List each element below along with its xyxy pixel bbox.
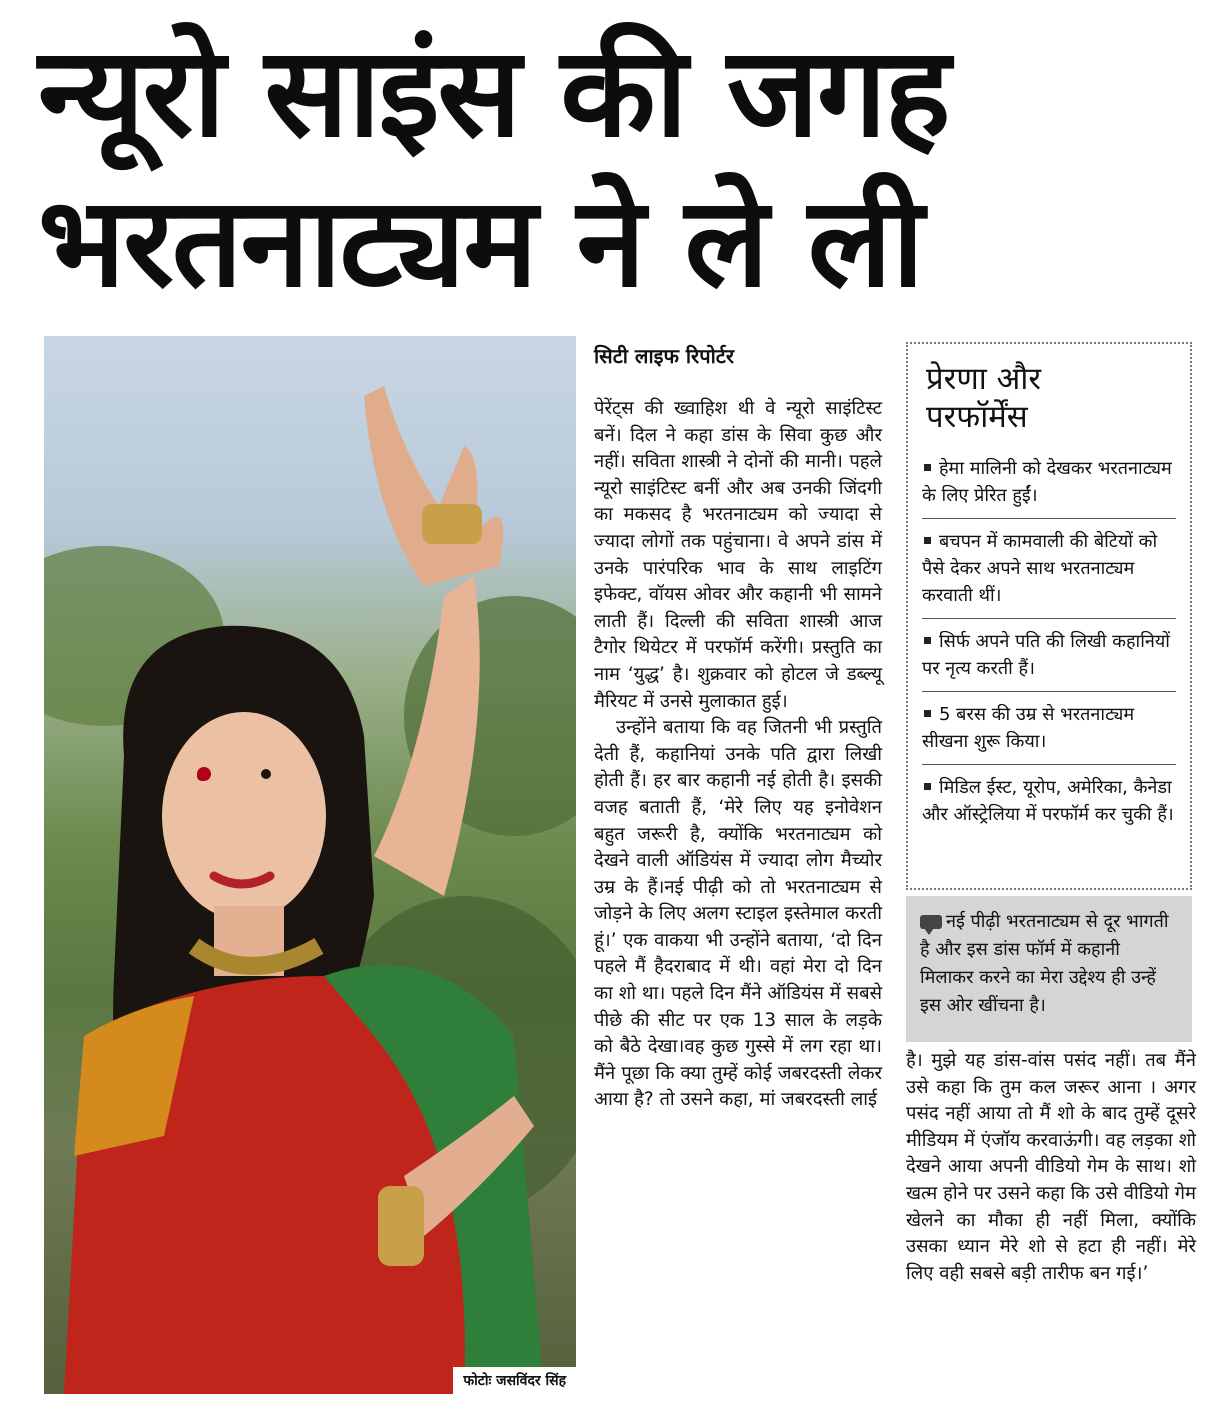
square-bullet-icon (924, 783, 931, 790)
headline (38, 18, 1208, 318)
sidebar-box (906, 342, 1192, 890)
dancer-photo (44, 336, 576, 1394)
square-bullet-icon (924, 637, 931, 644)
fact-text: 5 बरस की उम्र से भरतनाट्यम सीखना शुरू किया। (922, 704, 1135, 752)
list-item (922, 692, 1176, 765)
list-item (922, 619, 1176, 692)
dancer-illustration (44, 336, 576, 1394)
photo-credit: फोटोः जसविंदर सिंह (453, 1367, 576, 1394)
fact-list (922, 446, 1176, 837)
sidebar-title (926, 360, 1176, 436)
square-bullet-icon (924, 464, 931, 471)
pull-quote (906, 896, 1192, 1042)
pull-quote-text: नई पीढ़ी भरतनाट्यम से दूर भागती है और इस डांस फॉर्म में कहानी मिलाकर करने का मेरा उद्देश्य ही उन्हें इस ओर खींचना है। (920, 911, 1169, 1016)
list-item (922, 765, 1176, 837)
fact-text: मिडिल ईस्ट, यूरोप, अमेरिका, कैनेडा और ऑस्ट्रेलिया में परफॉर्म कर चुकी हैं। (922, 777, 1174, 825)
article-paragraph-2: उन्होंने बताया कि वह जितनी भी प्रस्तुति देती हैं, कहानियां उनके पति द्वारा लिखी होती हैं। हर बार कहानी नई होती है। इसकी वजह बताती हैं, ‘मेरे लिए यह इनोवेशन बहुत जरूरी है, क्योंकि भरतनाट्यम को देखने वाली ऑडियंस में ज्यादा लोग मैच्योर उम्र के हैं।नई पीढ़ी को तो भरतनाट्यम से जोड़ने के लिए अलग स्टाइल इस्तेमाल करती हूं।’ एक वाकया भी उन्होंने बताया, ‘दो दिन पहले मैं हैदराबाद में थी। वहां मेरा दो दिन का शो था। पहले दिन मैंने ऑडियंस में सबसे पीछे की सीट पर एक 13 साल के लड़के को बैठे देखा।वह कुछ गुस्से में लग रहा था। मैंने पूछा कि क्या तुम्हें कोई जबरदस्ती लेकर आया है? तो उसने कहा, मां जबरदस्ती लाई (594, 717, 882, 1111)
square-bullet-icon (924, 537, 931, 544)
sidebar-title-line-2: परफॉर्मेंस (926, 399, 1028, 435)
sidebar-title-line-1: प्रेरणा और (926, 361, 1042, 397)
article-paragraph-3: है। मुझे यह डांस-वांस पसंद नहीं। तब मैंने उसे कहा कि तुम कल जरूर आना । अगर पसंद नहीं आया तो मैं शो के बाद तुम्हें दूसरे मीडियम में एंजॉय करवाऊंगी। वह लड़का शो देखने आया अपनी वीडियो गेम के साथ। शो खत्म होने पर उसने कहा कि उसे वीडियो गेम खेलने का मौका ही नहीं मिला, क्योंकि उसका ध्यान मेरे शो से हटा ही नहीं। मेरे लिए वही सबसे बड़ी तारीफ बन गई।’ (906, 1050, 1196, 1284)
byline: सिटी लाइफ रिपोर्टर (594, 344, 735, 368)
article-column-1 (594, 396, 882, 1114)
fact-text: बचपन में कामवाली की बेटियों को पैसे देकर अपने साथ भरतनाट्यम करवाती थीं। (922, 531, 1158, 606)
article-paragraph-1: पेरेंट्स की ख्वाहिश थी वे न्यूरो साइंटिस्ट बनें। दिल ने कहा डांस के सिवा कुछ और नहीं। सविता शास्त्री ने दोनों की मानी। पहले न्यूरो साइंटिस्ट बनीं और अब उनकी जिंदगी का मकसद है भरतनाट्यम को ज्यादा से ज्यादा लोगों तक पहुंचाना। वे अपने डांस में उनके पारंपरिक भाव के साथ लाइटिंग इफेक्ट, वॉयस ओवर और कहानी भी सामने लाती हैं। दिल्ली की सविता शास्त्री आज टैगोर थियेटर में परफॉर्म करेंगी। प्रस्तुति का नाम ‘युद्ध’ है। शुक्रवार को होटल जे डब्ल्यू मैरियट में उनसे मुलाकात हुई। (594, 398, 882, 712)
list-item (922, 519, 1176, 619)
headline-line-2: भरतनाट्यम ने ले ली (38, 171, 923, 315)
fact-text: सिर्फ अपने पति की लिखी कहानियों पर नृत्य करती हैं। (922, 631, 1170, 679)
headline-line-1: न्यूरो साइंस की जगह (38, 21, 949, 165)
square-bullet-icon (924, 710, 931, 717)
fact-text: हेमा मालिनी को देखकर भरतनाट्यम के लिए प्रेरित हुईं। (922, 458, 1172, 506)
list-item (922, 446, 1176, 519)
speech-bubble-icon (920, 915, 942, 929)
article-column-2 (906, 1048, 1196, 1287)
